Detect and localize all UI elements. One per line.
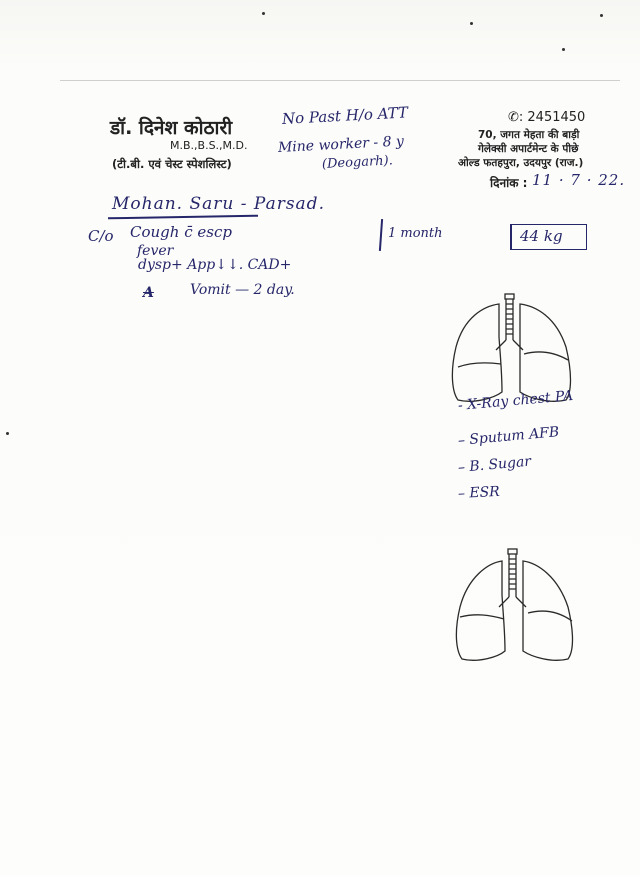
clinic-phone: ✆: 2451450 bbox=[508, 110, 586, 125]
complaint-line: dysp+ App↓↓. CAD+ bbox=[138, 257, 292, 273]
clinic-address-line2: गेलेक्सी अपार्टमेन्ट के पीछे bbox=[478, 143, 579, 155]
doctor-specialty: (टी.बी. एवं चेस्ट स्पेशलिस्ट) bbox=[112, 157, 232, 171]
investigation-item: – ESR bbox=[457, 483, 501, 502]
lungs-diagram bbox=[448, 547, 588, 665]
scan-speck bbox=[600, 14, 603, 17]
scan-speck bbox=[470, 22, 473, 25]
weight-box-edge bbox=[510, 224, 512, 250]
clinic-address-line1: 70, जगत मेहता की बाड़ी bbox=[478, 129, 580, 141]
history-note: No Past H/o ATT bbox=[281, 103, 409, 128]
symptom-duration: 1 month bbox=[388, 226, 443, 241]
paper-edge-line bbox=[60, 80, 620, 81]
location-note: (Deogarh). bbox=[321, 153, 394, 172]
investigation-item: – Sputum AFB bbox=[457, 424, 560, 449]
occupation-note: Mine worker - 8 y bbox=[277, 133, 405, 156]
scan-speck bbox=[562, 48, 565, 51]
complaint-line: fever bbox=[137, 243, 174, 259]
investigation-item: - X-Ray chest PA bbox=[457, 387, 574, 414]
handwritten-date: 11 · 7 · 22. bbox=[532, 171, 626, 189]
doctor-name: डॉ. दिनेश कोठारी bbox=[110, 117, 233, 139]
complaint-line: Cough c̄ escp bbox=[130, 223, 232, 241]
doctor-degrees: M.B.,B.S.,M.D. bbox=[170, 139, 248, 152]
investigation-item: – B. Sugar bbox=[457, 453, 532, 476]
complaint-prefix: C/o bbox=[88, 227, 114, 245]
patient-weight: 44 kg bbox=[520, 227, 563, 245]
scan-speck bbox=[262, 12, 265, 15]
scan-speck bbox=[6, 432, 9, 435]
patient-name: Mohan. Saru - Parsad. bbox=[112, 194, 325, 214]
struck-out-letter: A bbox=[143, 285, 154, 301]
date-label: दिनांक : bbox=[490, 176, 528, 190]
clinic-address-line3: ओल्ड फतहपुरा, उदयपुर (राज.) bbox=[458, 157, 584, 169]
complaint-line: Vomit — 2 day. bbox=[190, 282, 295, 298]
